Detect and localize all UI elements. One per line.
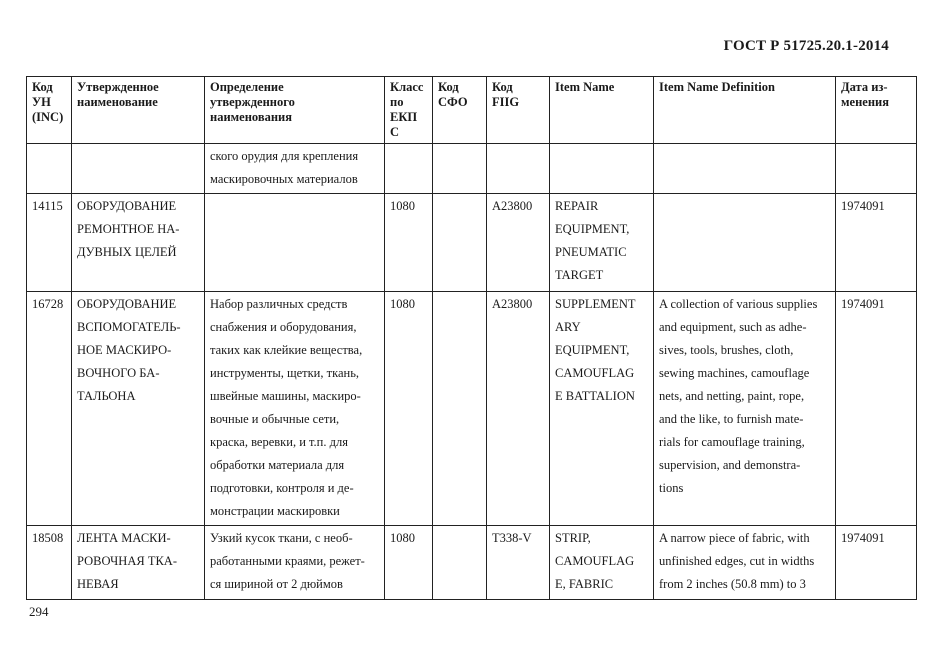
col-header-approved-name: Утвержденное наименование	[72, 77, 205, 144]
cell-fiig-code	[487, 144, 550, 194]
cell-item-definition	[654, 144, 836, 194]
cell-class: 1080	[385, 194, 433, 292]
col-header-inc-code: Код УН (INC)	[27, 77, 72, 144]
col-header-definition: Определение утвержденного наименования	[205, 77, 385, 144]
cell-change-date: 1974091	[836, 526, 917, 600]
col-header-class: Класс по ЕКП С	[385, 77, 433, 144]
cell-inc-code: 14115	[27, 194, 72, 292]
cell-item-name	[550, 144, 654, 194]
cell-definition: Набор различных средств снабжения и оборудования, таких как клейкие вещества, инструменты, щетки, ткань, швейные машины, маскиро- вочные и обычные сети, краска, веревки, и т.п. для обработки материала для подготовки, контроля и де- монстрации маскировки	[205, 292, 385, 526]
table-row	[27, 292, 917, 526]
cell-item-definition: A narrow piece of fabric, with unfinished edges, cut in widths from 2 inches (50.8 mm) to 3	[654, 526, 836, 600]
cell-item-name: REPAIR EQUIPMENT, PNEUMATIC TARGET	[550, 194, 654, 292]
table-row	[27, 526, 917, 600]
cell-definition: Узкий кусок ткани, с необ- работанными краями, режет- ся шириной от 2 дюймов	[205, 526, 385, 600]
col-header-sfo-code: Код СФО	[433, 77, 487, 144]
col-header-item-name-definition: Item Name Definition	[654, 77, 836, 144]
page-number: 294	[29, 604, 49, 619]
cell-fiig-code: A23800	[487, 194, 550, 292]
table-row	[27, 194, 917, 292]
cell-sfo-code	[433, 292, 487, 526]
cell-item-definition: A collection of various supplies and equipment, such as adhe- sives, tools, brushes, cloth, sewing machines, camouflage nets, and netting, paint, rope, and the like, to furnish mate- rials for camouflage training, supervision, and demonstra- tions	[654, 292, 836, 526]
cell-sfo-code	[433, 526, 487, 600]
cell-class: 1080	[385, 526, 433, 600]
document-standard-header: ГОСТ Р 51725.20.1-2014	[723, 38, 889, 54]
cell-approved-name: ОБОРУДОВАНИЕ ВСПОМОГАТЕЛЬ- НОЕ МАСКИРО- ВОЧНОГО БА- ТАЛЬОНА	[72, 292, 205, 526]
cell-definition	[205, 194, 385, 292]
col-header-item-name: Item Name	[550, 77, 654, 144]
cell-change-date	[836, 144, 917, 194]
cell-definition: ского орудия для крепления маскировочных материалов	[205, 144, 385, 194]
cell-inc-code: 18508	[27, 526, 72, 600]
col-header-change-date: Дата из- менения	[836, 77, 917, 144]
table-header-row	[27, 77, 917, 144]
cell-approved-name: ЛЕНТА МАСКИ- РОВОЧНАЯ ТКА- НЕВАЯ	[72, 526, 205, 600]
cell-approved-name: ОБОРУДОВАНИЕ РЕМОНТНОЕ НА- ДУВНЫХ ЦЕЛЕЙ	[72, 194, 205, 292]
cell-fiig-code: A23800	[487, 292, 550, 526]
cell-approved-name	[72, 144, 205, 194]
cell-sfo-code	[433, 194, 487, 292]
cell-inc-code: 16728	[27, 292, 72, 526]
cell-fiig-code: T338-V	[487, 526, 550, 600]
cell-change-date: 1974091	[836, 292, 917, 526]
col-header-fiig-code: Код FIIG	[487, 77, 550, 144]
cell-item-definition	[654, 194, 836, 292]
table-row	[27, 144, 917, 194]
cell-item-name: SUPPLEMENT ARY EQUIPMENT, CAMOUFLAG E BATTALION	[550, 292, 654, 526]
cell-sfo-code	[433, 144, 487, 194]
cell-change-date: 1974091	[836, 194, 917, 292]
cell-inc-code	[27, 144, 72, 194]
cell-class	[385, 144, 433, 194]
cell-class: 1080	[385, 292, 433, 526]
cell-item-name: STRIP, CAMOUFLAG E, FABRIC	[550, 526, 654, 600]
catalog-table	[26, 76, 917, 600]
